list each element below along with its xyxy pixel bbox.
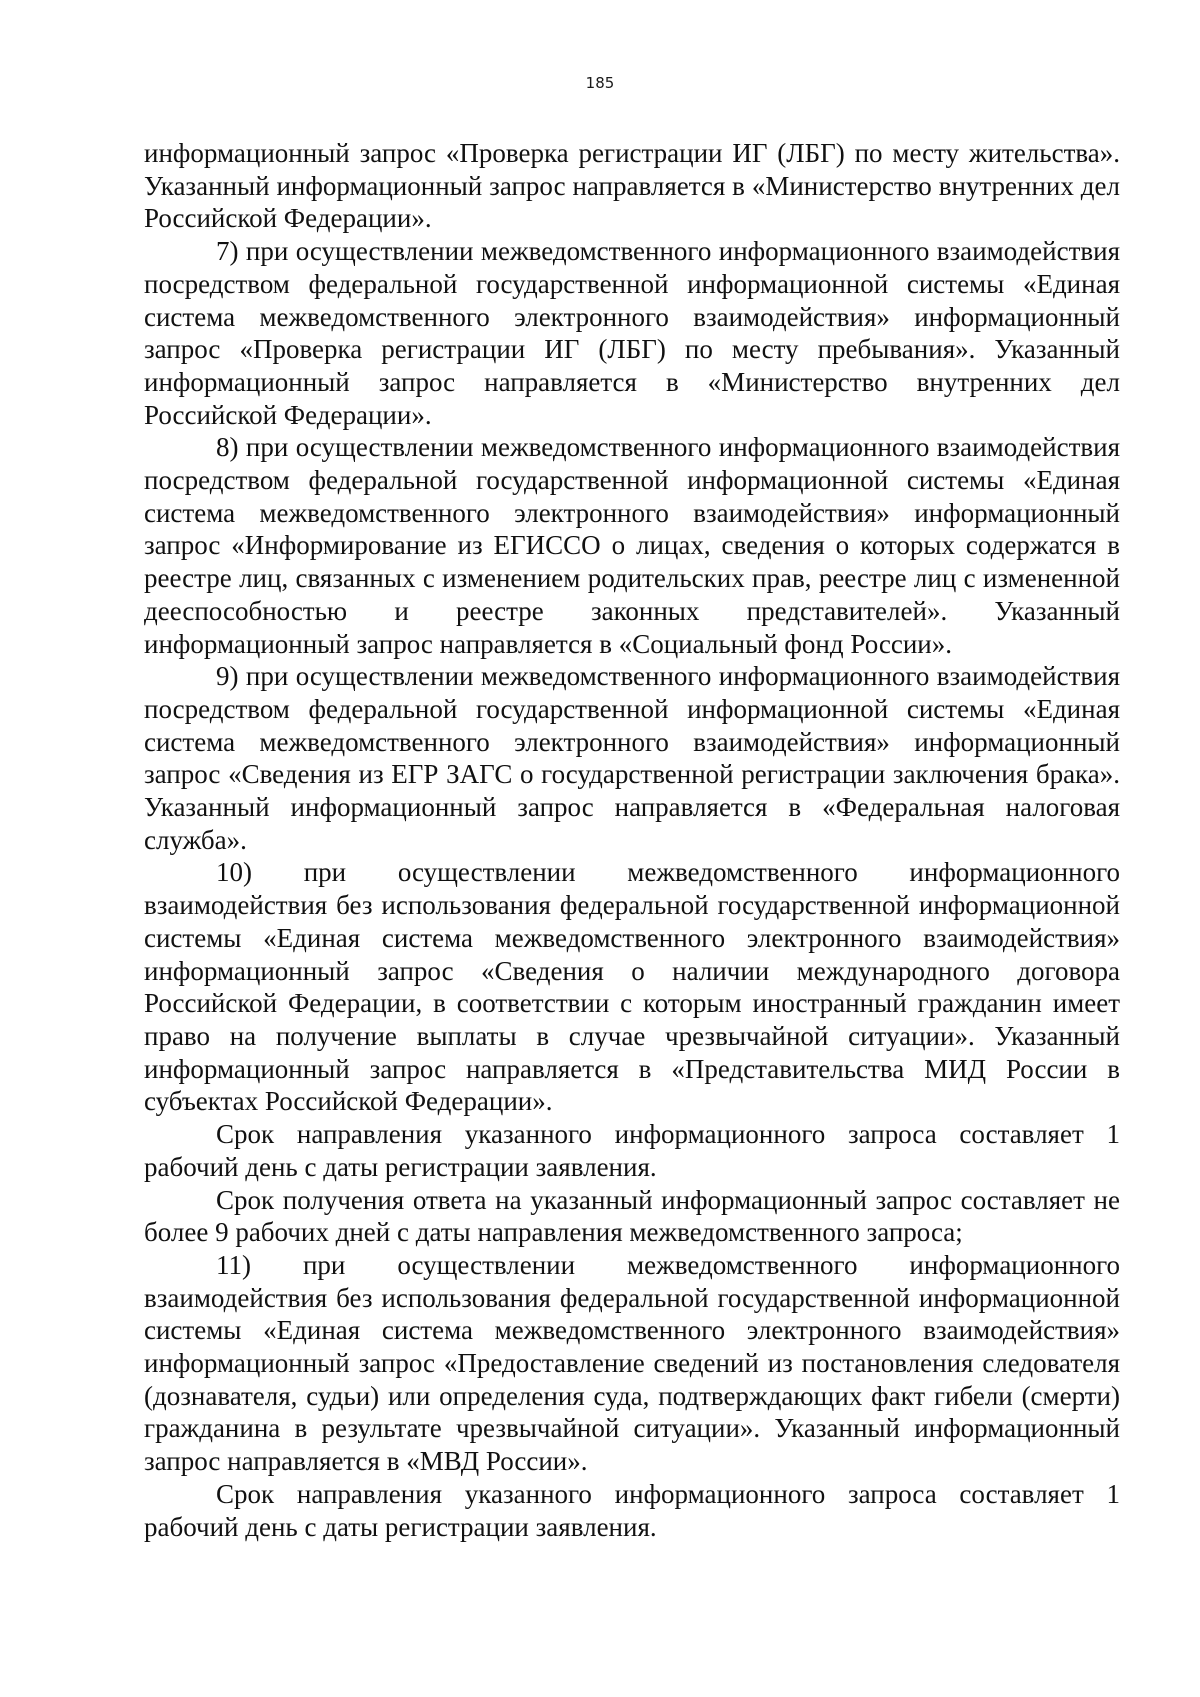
paragraph-item-9: 9) при осуществлении межведомственного информационного взаимодействия посредством федеральной государственной информационной системы «Единая система межведомственного электронного взаимодействия» информационный запрос «Сведения из ЕГР ЗАГС о государственной регистрации заключения брака». Указанный информационный запрос направляется в «Федеральная налоговая служба». — [144, 661, 1120, 855]
document-body — [144, 137, 1120, 1543]
paragraph: информационный запрос «Проверка регистрации ИГ (ЛБГ) по месту жительства». Указанный информационный запрос направляется в «Министерство внутренних дел Российской Федерации». — [144, 138, 1120, 234]
paragraph-item-11: 11) при осуществлении межведомственного информационного взаимодействия без использования федеральной государственной информационной системы «Единая система межведомственного электронного взаимодействия» информационный запрос «Предоставление сведений из постановления следователя (дознавателя, судьи) или определения суда, подтверждающих факт гибели (смерти) гражданина в результате чрезвычайной ситуации». Указанный информационный запрос направляется в «МВД России». — [144, 1249, 1120, 1477]
paragraph-item-7: 7) при осуществлении межведомственного информационного взаимодействия посредством федеральной государственной информационной системы «Единая система межведомственного электронного взаимодействия» информационный запрос «Проверка регистрации ИГ (ЛБГ) по месту пребывания». Указанный информационный запрос направляется в «Министерство внутренних дел Российской Федерации». — [144, 236, 1120, 430]
paragraph-item-10: 10) при осуществлении межведомственного информационного взаимодействия без использования федеральной государственной информационной системы «Единая система межведомственного электронного взаимодействия» информационный запрос «Сведения о наличии международного договора Российской Федерации, в соответствии с которым иностранный гражданин имеет право на получение выплаты в случае чрезвычайной ситуации». Указанный информационный запрос направляется в «Представительства МИД России в субъектах Российской Федерации». — [144, 857, 1120, 1117]
paragraph-deadline-send: Срок направления указанного информационного запроса составляет 1 рабочий день с даты регистрации заявления. — [144, 1119, 1120, 1182]
page-number: 185 — [585, 74, 615, 92]
paragraph-deadline-send-2: Срок направления указанного информационного запроса составляет 1 рабочий день с даты регистрации заявления. — [144, 1478, 1120, 1542]
paragraph-deadline-response: Срок получения ответа на указанный информационный запрос составляет не более 9 рабочих дней с даты направления межведомственного запроса; — [144, 1184, 1120, 1248]
paragraph-item-8: 8) при осуществлении межведомственного информационного взаимодействия посредством федеральной государственной информационной системы «Единая система межведомственного электронного взаимодействия» информационный запрос «Информирование из ЕГИССО о лицах, сведения о которых содержатся в реестре лиц, связанных с изменением родительских прав, реестре лиц с измененной дееспособностью и реестре законных представителей». Указанный информационный запрос направляется в «Социальный фонд России». — [144, 432, 1120, 659]
